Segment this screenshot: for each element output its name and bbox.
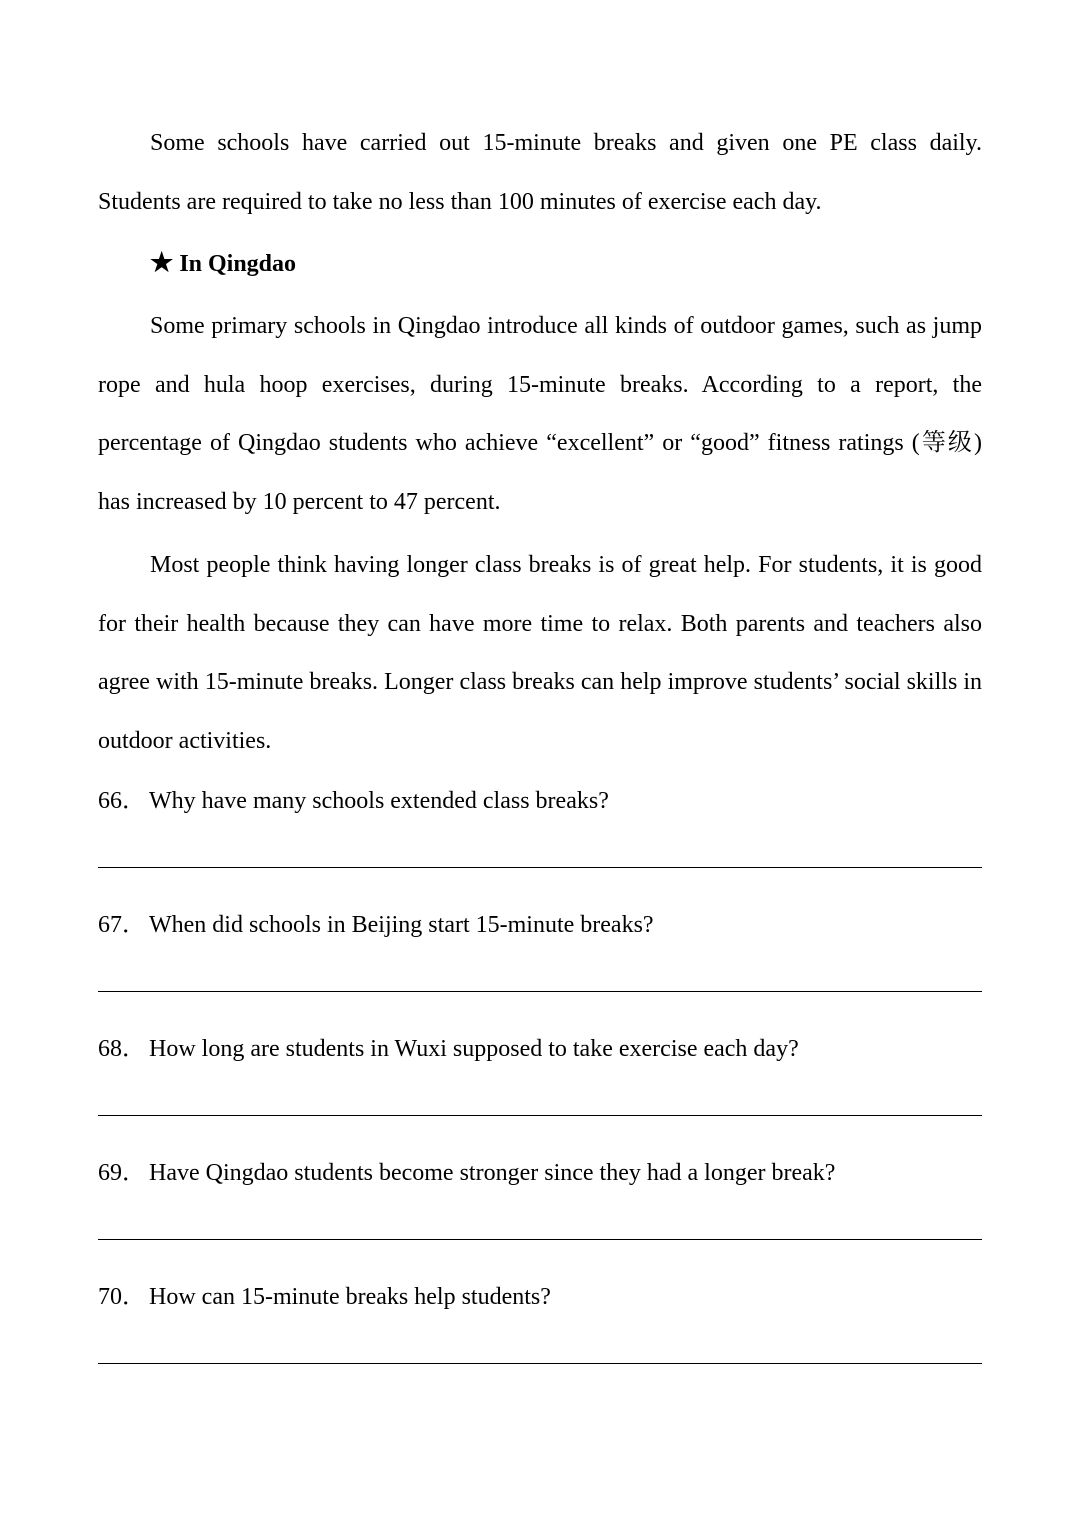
question-66	[98, 772, 982, 896]
answer-line[interactable]	[98, 1115, 982, 1116]
section-heading	[98, 234, 982, 293]
question-text: When did schools in Beijing start 15-minute breaks?	[149, 912, 654, 938]
question-70	[98, 1268, 982, 1392]
question-number: 69．	[98, 1160, 146, 1186]
question-text: How can 15-minute breaks help students?	[149, 1284, 551, 1310]
answer-line[interactable]	[98, 991, 982, 992]
question-69	[98, 1144, 982, 1268]
star-icon: ★	[150, 248, 174, 277]
question-number: 68．	[98, 1036, 146, 1062]
answer-line[interactable]	[98, 1239, 982, 1240]
document-page	[98, 114, 982, 1392]
question-list	[98, 772, 982, 1392]
question-text: Why have many schools extended class breaks?	[149, 788, 609, 814]
question-number: 66．	[98, 788, 146, 814]
answer-line[interactable]	[98, 867, 982, 868]
question-68	[98, 1020, 982, 1144]
passage-paragraph-1: Some schools have carried out 15-minute breaks and given one PE class daily. Students are required to take no less than 100 minutes of exercise each day.	[98, 130, 982, 215]
passage-paragraph-2: Some primary schools in Qingdao introduce all kinds of outdoor games, such as jump rope and hula hoop exercises, during 15-minute breaks. According to a report, the percentage of Qingdao students who achieve “excellent” or “good” fitness ratings (等级) has increased by 10 percent to 47 percent.	[98, 313, 982, 515]
passage-paragraph-3: Most people think having longer class breaks is of great help. For students, it is good for their health because they can have more time to relax. Both parents and teachers also agree with 15-minute breaks. Longer class breaks can help improve students’ social skills in outdoor activities.	[98, 552, 982, 754]
question-number: 70．	[98, 1284, 146, 1310]
question-number: 67．	[98, 912, 146, 938]
question-67	[98, 896, 982, 1020]
section-heading-text: In Qingdao	[179, 251, 297, 277]
answer-line[interactable]	[98, 1363, 982, 1364]
question-text: How long are students in Wuxi supposed to take exercise each day?	[149, 1036, 799, 1062]
question-text: Have Qingdao students become stronger since they had a longer break?	[149, 1160, 836, 1186]
